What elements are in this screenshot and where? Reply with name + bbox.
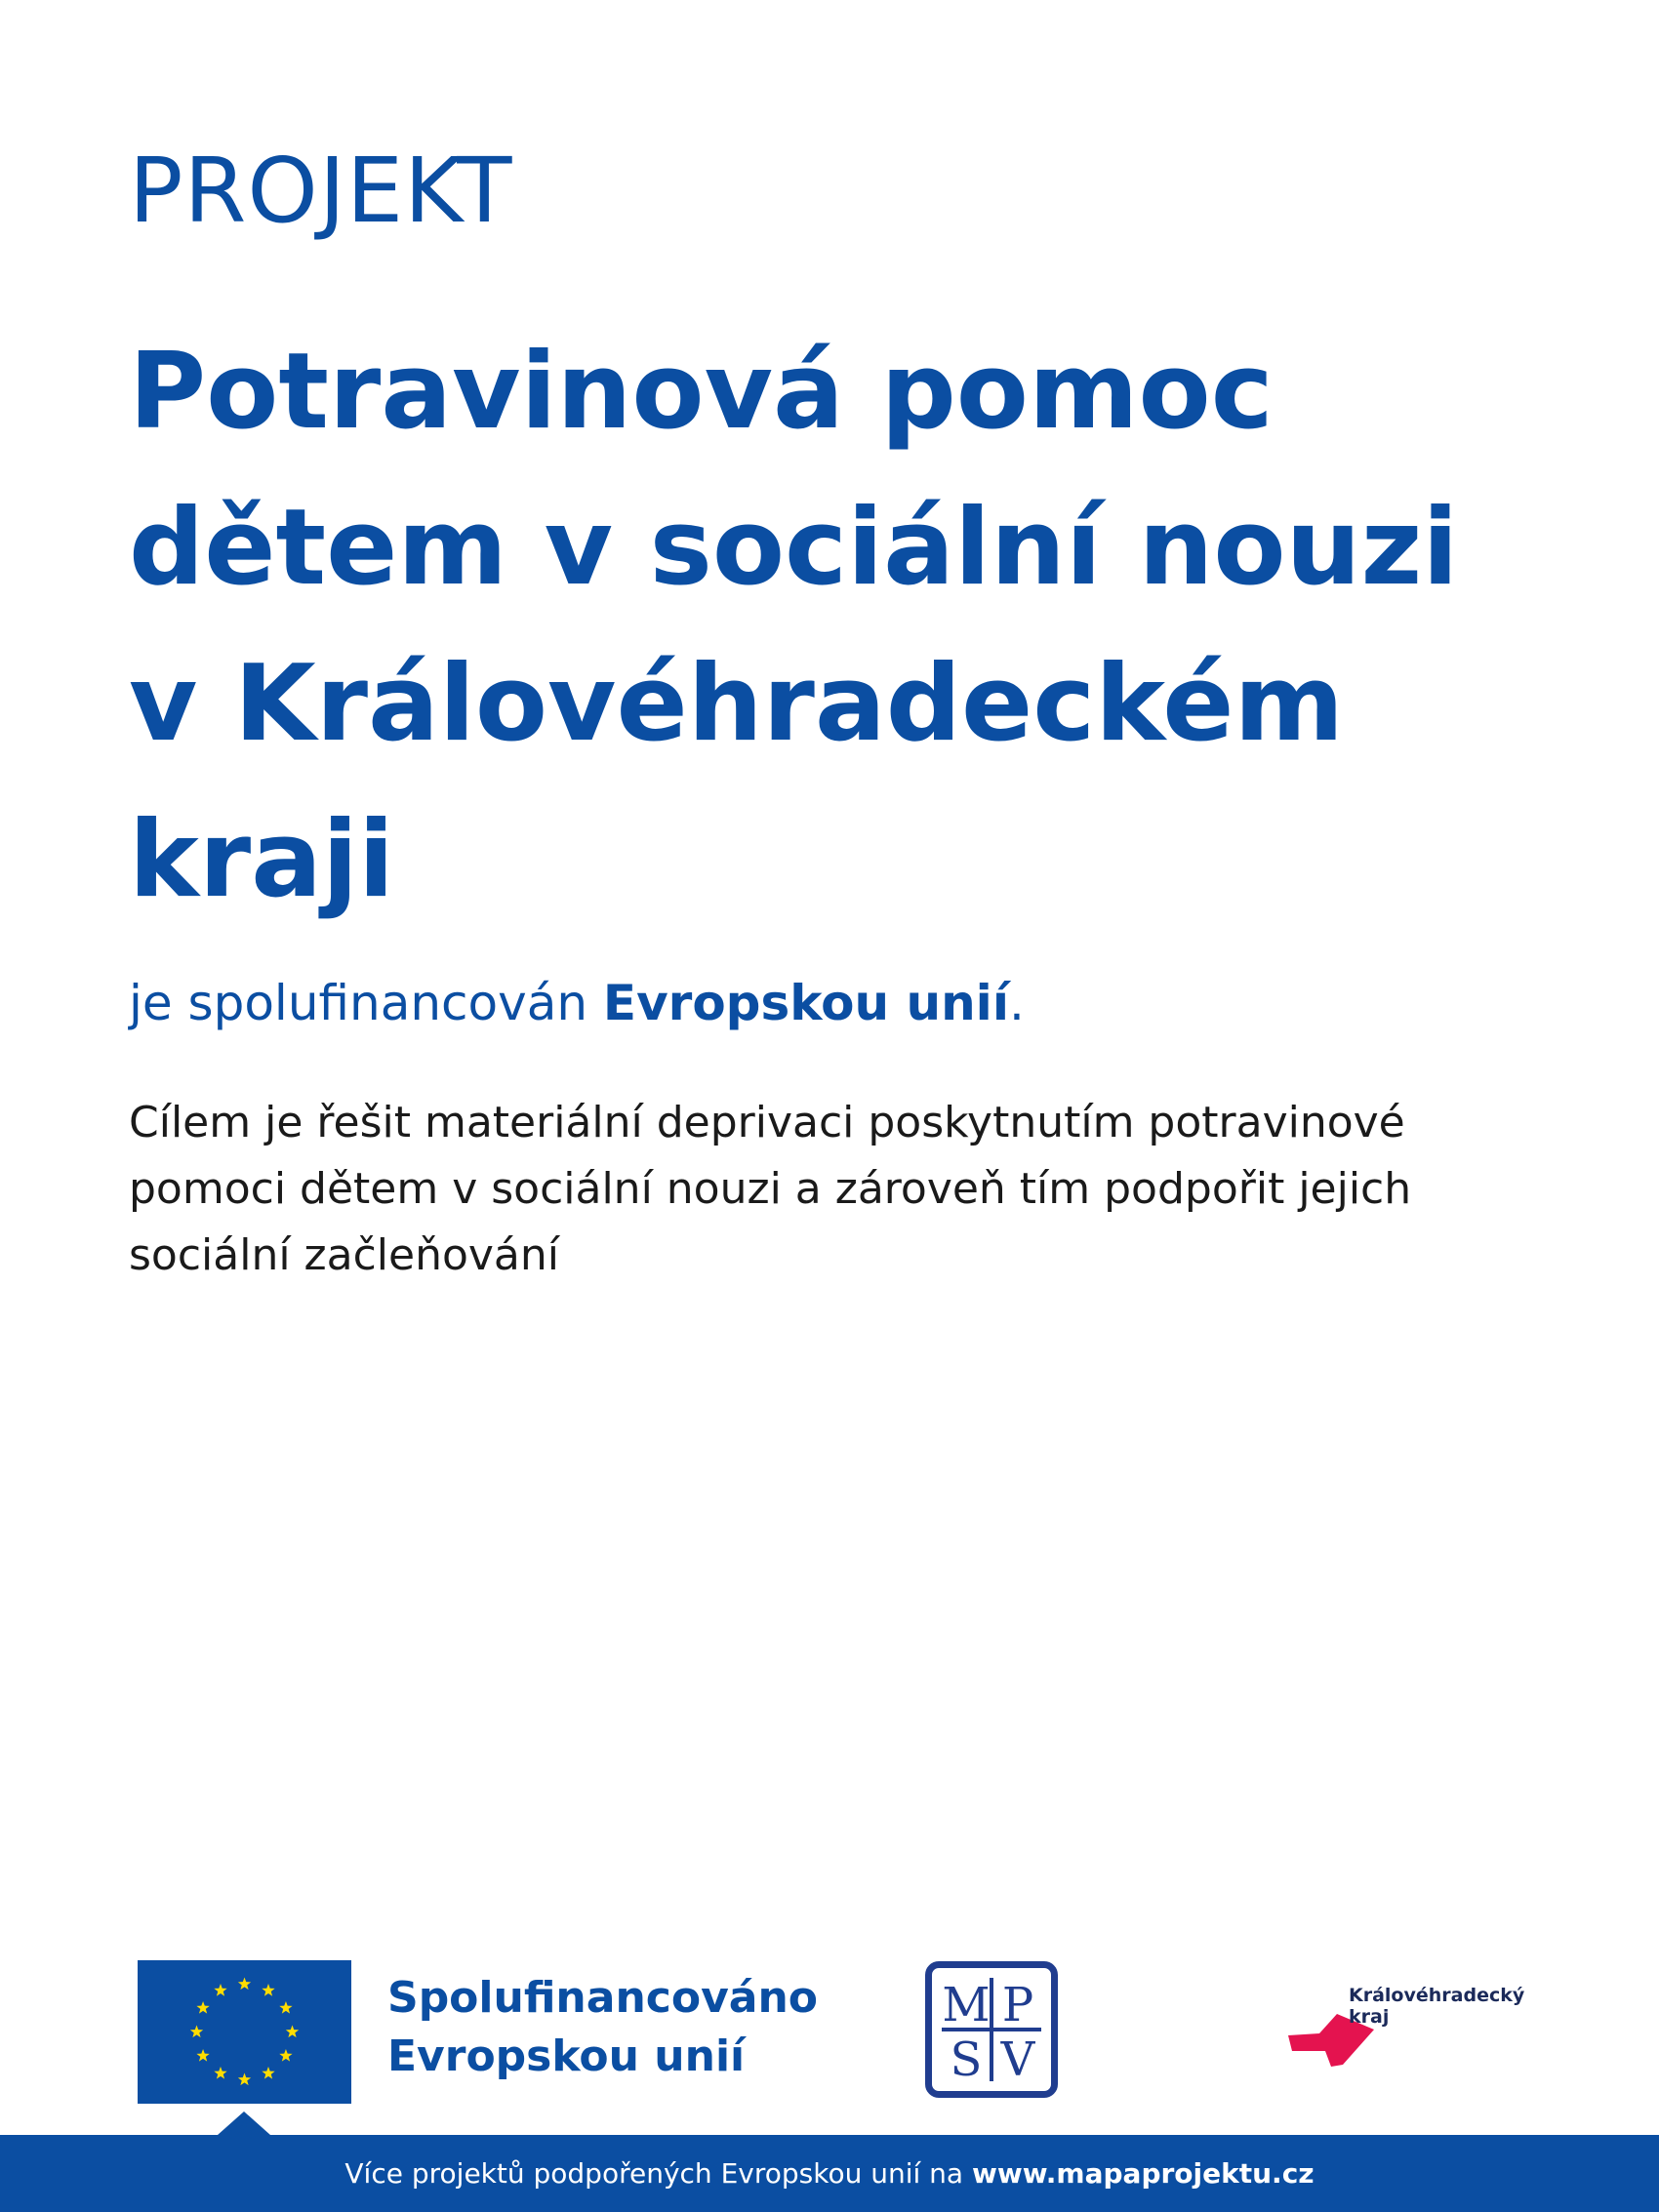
footer-link[interactable]: www.mapaprojektu.cz (971, 2157, 1315, 2190)
eu-star (286, 2026, 299, 2038)
eu-star (196, 2001, 209, 2014)
eu-star (190, 2026, 203, 2038)
mpsv-letter: S (950, 2032, 983, 2087)
eu-flag-logo (138, 1960, 351, 2104)
cofinance-suffix: . (1008, 975, 1025, 1031)
eu-star (262, 2067, 274, 2079)
title-line: v Královéhradeckém (129, 643, 1345, 765)
eu-star (279, 2049, 292, 2062)
project-title (129, 314, 1554, 939)
eu-stars-icon (138, 1960, 351, 2104)
description-line: sociální začleňování (129, 1230, 560, 1280)
description-line: Cílem je řešit materiální deprivaci poskytnutím potravinové (129, 1098, 1405, 1147)
title-line: Potravinová pomoc (129, 331, 1274, 453)
cofinance-emphasis: Evropskou unií (602, 975, 1009, 1031)
kraj-text-line: Královéhradecký (1349, 1985, 1525, 2006)
eu-star (238, 1978, 251, 1991)
eu-text-line: Evropskou unií (387, 2031, 746, 2081)
eu-star (214, 1984, 226, 1996)
mpsv-emblem-icon (932, 1968, 1051, 2091)
kraj-text-line: kraj (1349, 2006, 1390, 2028)
cofinance-prefix: je spolufinancován (129, 975, 603, 1031)
eu-star (214, 2067, 226, 2079)
mpsv-letter: M (942, 1978, 991, 2032)
project-description (129, 1090, 1554, 1289)
mpsv-logo (925, 1961, 1058, 2098)
footer-text (344, 2157, 1314, 2190)
title-line: dětem v sociální nouzi (129, 487, 1459, 609)
footer-lead: Více projektů podpořených Evropskou unií na (344, 2157, 972, 2190)
kraj-logo-text (1349, 1985, 1524, 2028)
eu-star (262, 1984, 274, 1996)
title-line: kraji (129, 799, 395, 921)
project-label: PROJEKT (129, 139, 513, 243)
eu-flag-pointer (218, 2111, 270, 2135)
mpsv-letter: V (1000, 2032, 1035, 2087)
footer-bar (0, 2135, 1659, 2212)
cofinance-statement (129, 974, 1025, 1032)
eu-cofinance-logo-text (387, 1969, 818, 2086)
eu-text-line: Spolufinancováno (387, 1973, 819, 2023)
description-line: pomoci dětem v sociální nouzi a zároveň tím podpořit jejich (129, 1164, 1412, 1214)
eu-star (238, 2073, 251, 2086)
mpsv-letter: P (1001, 1978, 1034, 2032)
eu-star (196, 2049, 209, 2062)
eu-star (279, 2001, 292, 2014)
